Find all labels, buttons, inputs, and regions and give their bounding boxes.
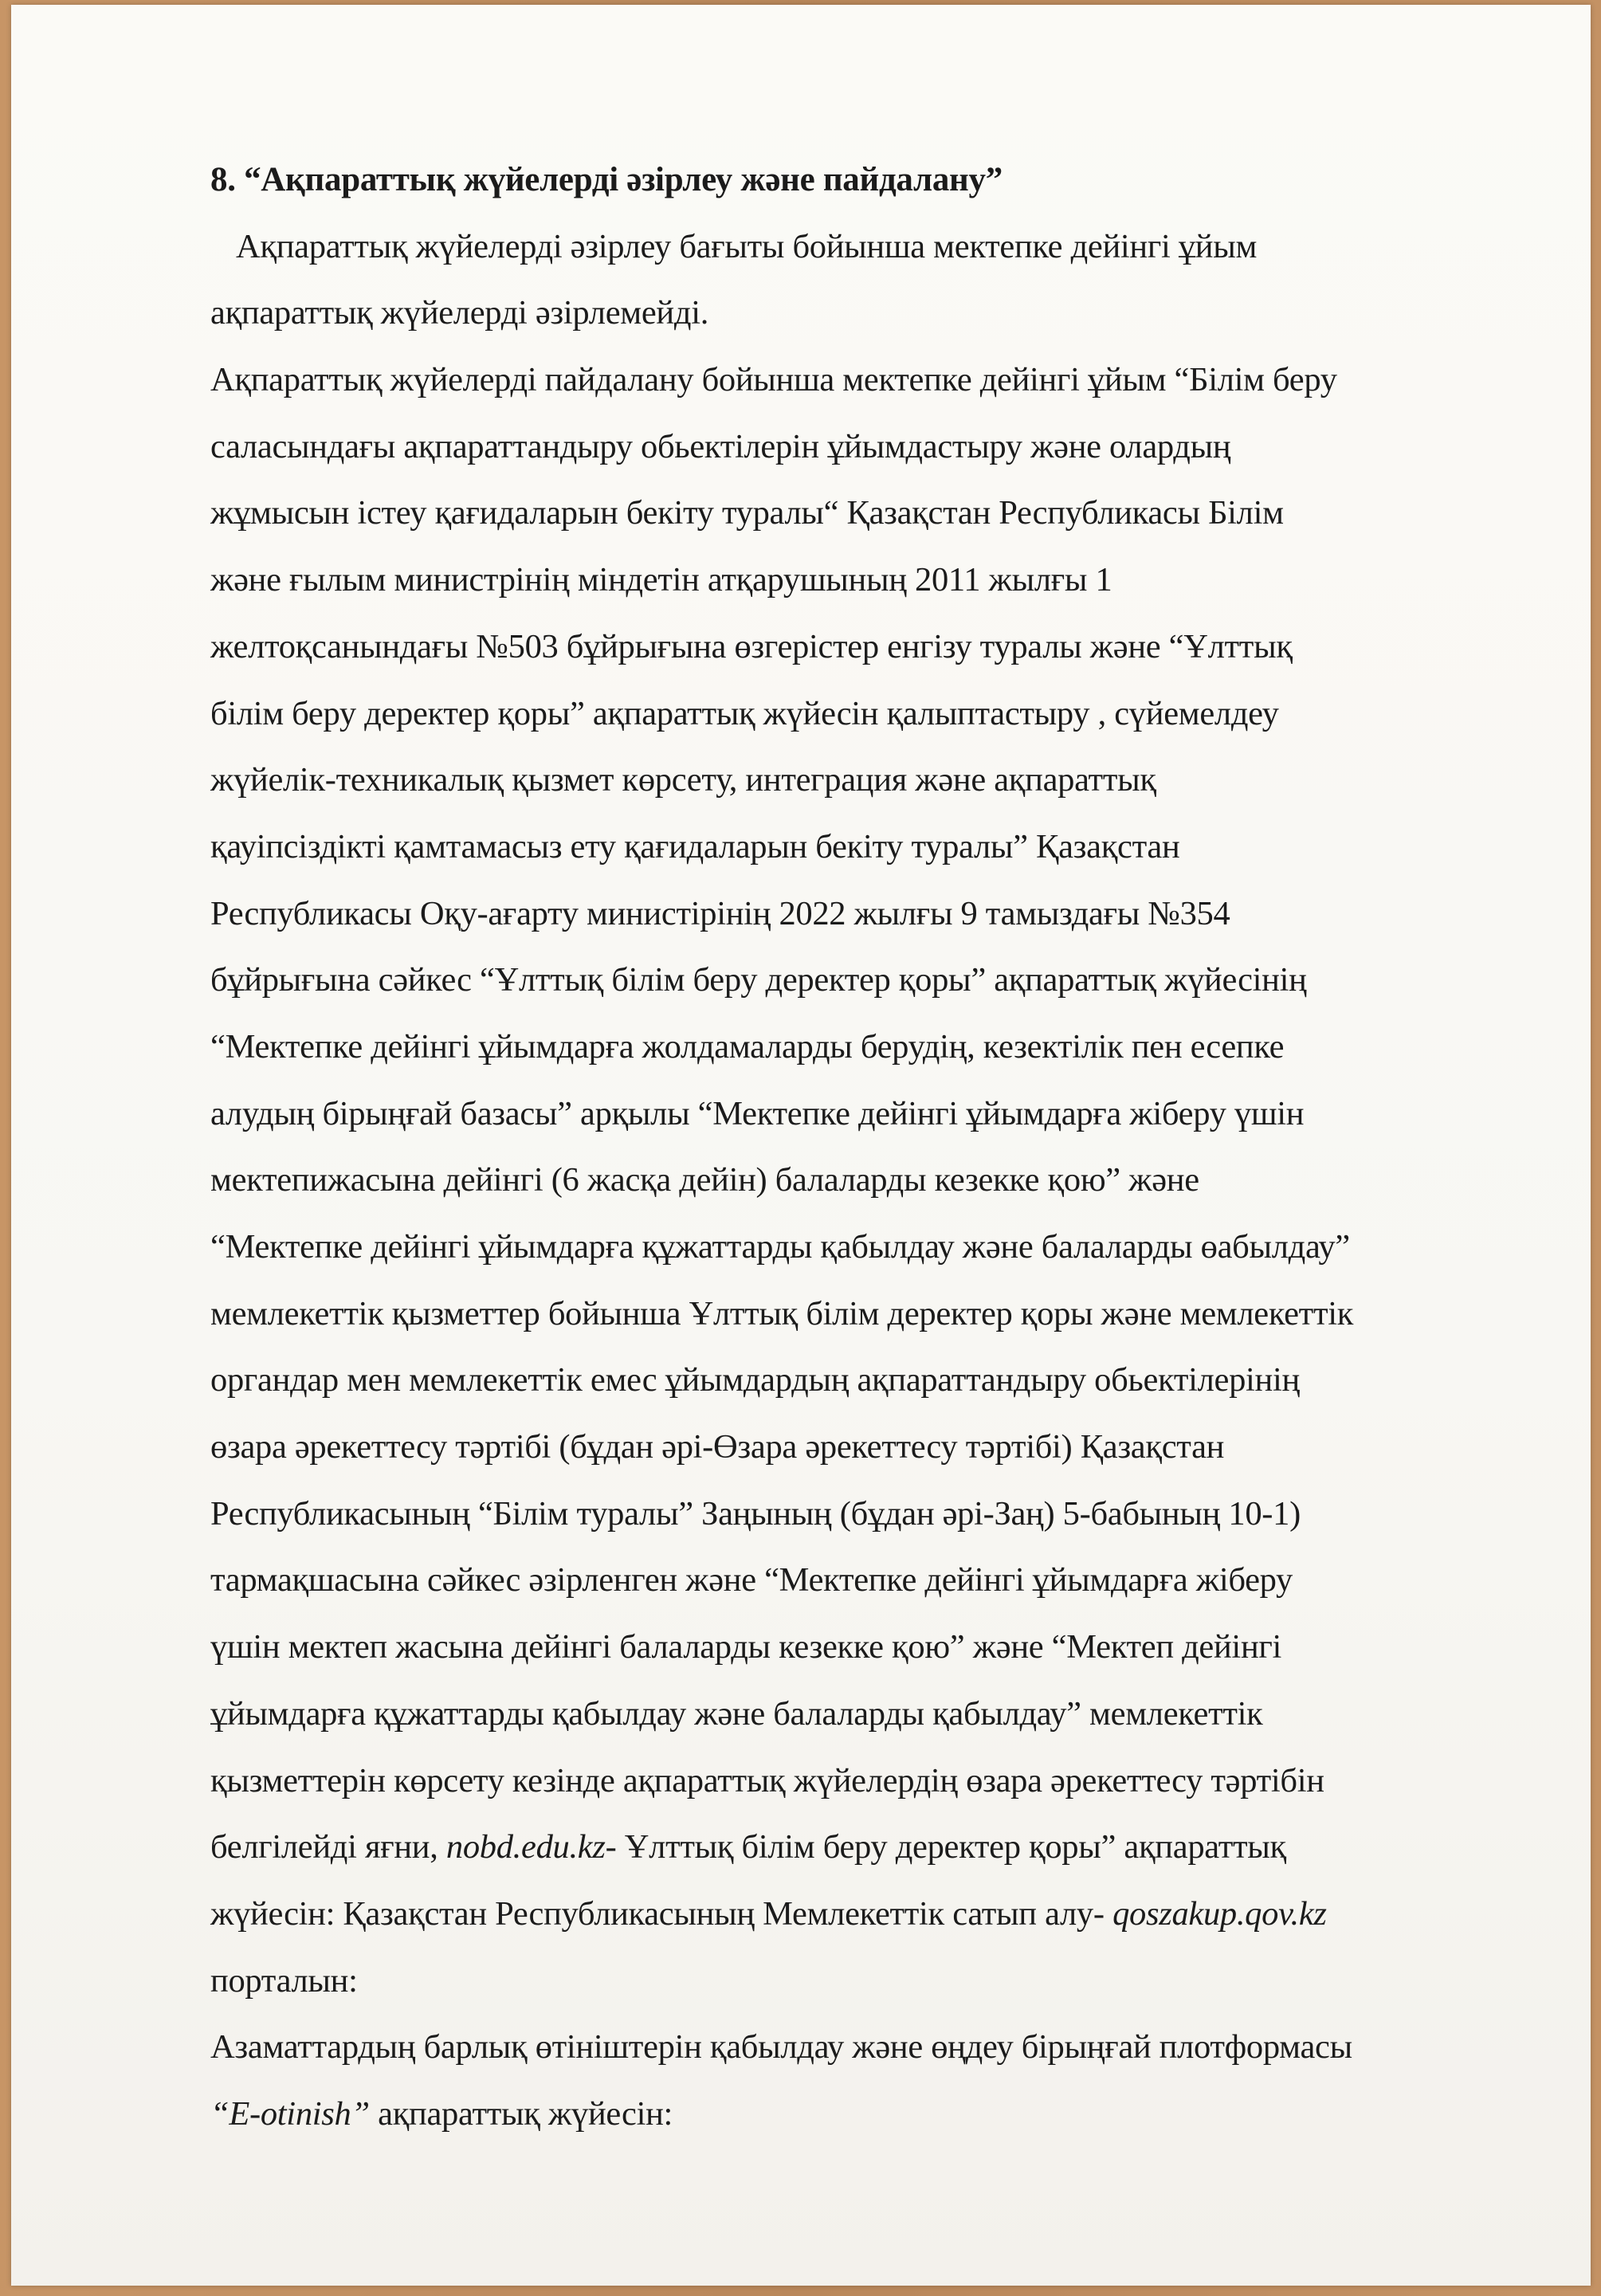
paragraph-line: Ақпараттық жүйелерді пайдалану бойынша мектепке дейінгі ұйым “Білім беру <box>210 361 1337 399</box>
line-text: ақпараттық жүйесін: <box>369 2094 673 2133</box>
goszakup-link[interactable]: qoszakup.qov.kz <box>1112 1894 1327 1933</box>
paragraph-line: алудың бірыңғай базасы” арқылы “Мектепке дейінгі ұйымдарға жіберу үшін <box>210 1094 1305 1132</box>
paragraph-line: саласындағы ақпараттандыру обьектілерін ұйымдастыру және олардың <box>210 427 1231 465</box>
paragraph-line: және ғылым министрінің міндетін атқарушының 2011 жылғы 1 <box>210 561 1112 599</box>
document-page <box>11 5 1591 2286</box>
paragraph-line: мемлекеттік қызметтер бойынша Ұлттық білім деректер қоры және мемлекеттік <box>210 1294 1354 1332</box>
paragraph-line: Республикасы Оқу-ағарту министірінің 2022 жылғы 9 тамыздағы №354 <box>210 894 1230 932</box>
paragraph-line: жүйелік-техникалық қызмет көрсету, интеграция және ақпараттық <box>210 761 1156 799</box>
paragraph-line: қызметтерін көрсету кезінде ақпараттық жүйелердің өзара әрекеттесу тәртібін <box>210 1761 1324 1800</box>
line-text: белгілейді яғни, <box>210 1828 446 1866</box>
paragraph-line: ақпараттық жүйелерді әзірлемейді. <box>210 294 709 332</box>
e-otinish-name: “E-otinish” <box>210 2094 370 2133</box>
paragraph-line: Ақпараттық жүйелерді әзірлеу бағыты бойынша мектепке дейінгі ұйым <box>236 227 1258 265</box>
paragraph-line: үшін мектеп жасына дейінгі балаларды кезекке қою” және “Мектеп дейінгі <box>210 1628 1282 1666</box>
paragraph-line: Азаматтардың барлық өтініштерін қабылдау және өңдеу бірыңғай плотформасы <box>210 2028 1352 2066</box>
paragraph-line-with-link <box>210 1881 1493 1948</box>
paragraph-line: білім беру деректер қоры” ақпараттық жүйесін қалыптастыру , сүйемелдеу <box>210 694 1279 732</box>
paragraph-line: желтоқсанындағы №503 бұйрығына өзгерістер енгізу туралы және “Ұлттық <box>210 627 1293 665</box>
paragraph-line: өзара әрекеттесу тәртібі (бұдан әрі-Өзара әрекеттесу тәртібі) Қазақстан <box>210 1428 1225 1466</box>
line-text: - Ұлттық білім беру деректер қоры” ақпараттық <box>605 1828 1286 1866</box>
paragraph-line: бұйрығына сәйкес “Ұлттық білім беру деректер қоры” ақпараттық жүйесінің <box>210 961 1307 999</box>
paragraph-line-with-link <box>210 1814 1493 1881</box>
paragraph-line: ұйымдарға құжаттарды қабылдау және балаларды қабылдау” мемлекеттік <box>210 1694 1263 1733</box>
line-text: жүйесін: Қазақстан Республикасының Мемлекеттік сатып алу- <box>210 1894 1113 1933</box>
nobd-link[interactable]: nobd.edu.kz <box>445 1828 606 1866</box>
paragraph-line: қауіпсіздікті қамтамасыз ету қағидаларын бекіту туралы” Қазақстан <box>210 827 1180 865</box>
paragraph-line: “Мектепке дейінгі ұйымдарға жолдамаларды берудің, кезектілік пен есепке <box>210 1027 1285 1066</box>
paragraph-line: жұмысын істеу қағидаларын бекіту туралы“ Қазақстан Республикасы Білім <box>210 494 1284 532</box>
paragraph-line: “Мектепке дейінгі ұйымдарға құжаттарды қабылдау және балаларды өабылдау” <box>210 1228 1350 1266</box>
paragraph-line: Республикасының “Білім туралы” Заңының (бұдан әрі-Заң) 5-бабының 10-1) <box>210 1494 1301 1533</box>
paragraph-line: порталын: <box>210 1961 358 2000</box>
paragraph-line: тармақшасына сәйкес әзірленген және “Мектепке дейінгі ұйымдарға жіберу <box>210 1561 1293 1599</box>
section-heading: 8. “Ақпараттық жүйелерді әзірлеу және пайдалану” <box>210 161 1003 198</box>
document-body <box>210 147 1493 2148</box>
paragraph-line: мектепижасына дейінгі (6 жасқа дейін) балаларды кезекке қою” және <box>210 1161 1199 1199</box>
paragraph-line: органдар мен мемлекеттік емес ұйымдардың ақпараттандыру обьектілерінің <box>210 1361 1300 1399</box>
paragraph-line-with-link <box>210 2081 1493 2148</box>
